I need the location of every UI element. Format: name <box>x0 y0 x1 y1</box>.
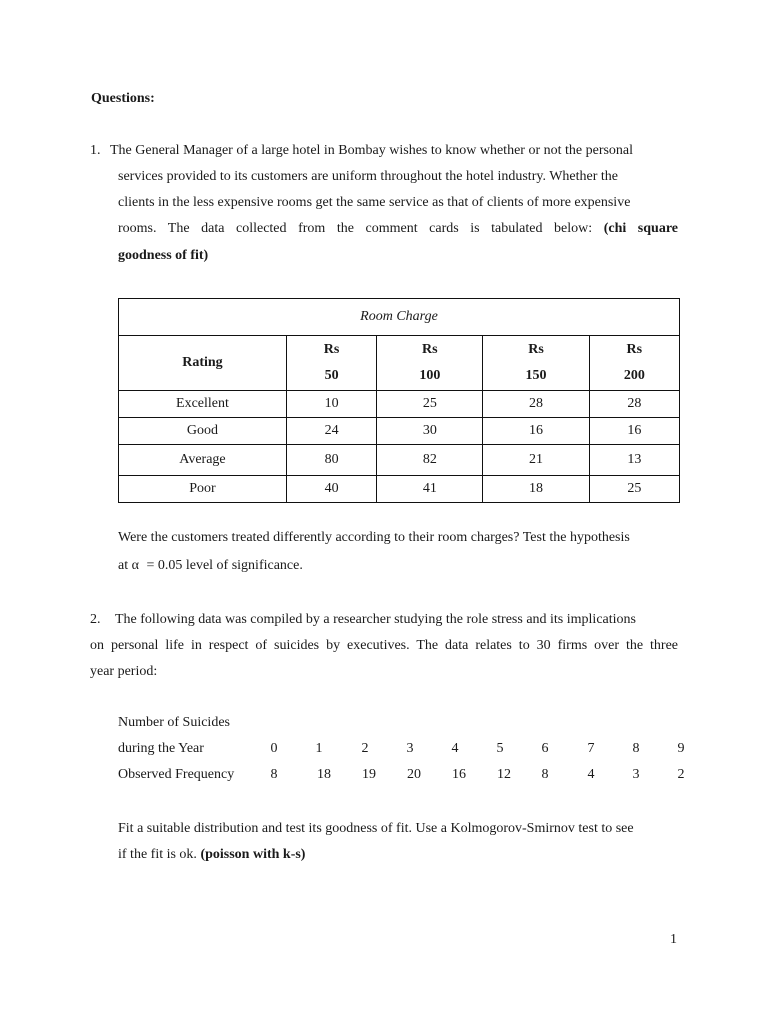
q1-question-line-1: Were the customers treated differently according to their room charges? Test the hypothesis <box>118 530 630 545</box>
frequency-value: 20 <box>407 767 421 782</box>
table-cell: 25 <box>377 391 483 418</box>
table-cell: 24 <box>286 418 376 445</box>
frequency-value: 12 <box>497 767 511 782</box>
suicides-value: 5 <box>496 741 504 756</box>
table-caption: Room Charge <box>119 299 680 336</box>
q1-question-prefix: at <box>118 558 129 573</box>
table-cell: 16 <box>483 418 589 445</box>
q1-line-2: services provided to its customers are uniform throughout the hotel industry. Whether the <box>118 169 618 184</box>
suicides-value: 9 <box>677 741 685 756</box>
col-header-rs100-top: Rs <box>422 342 438 357</box>
suicides-value: 3 <box>406 741 414 756</box>
col-header-rs200-bottom: 200 <box>623 368 645 383</box>
frequency-value: 8 <box>270 767 278 782</box>
frequency-value: 16 <box>452 767 466 782</box>
suicides-value: 1 <box>315 741 323 756</box>
q1-line-3: clients in the less expensive rooms get the same service as that of clients of more expensive <box>118 195 631 210</box>
frequency-value: 8 <box>541 767 549 782</box>
col-header-rs150 <box>483 336 589 391</box>
col-header-rs100-bottom: 100 <box>419 368 441 383</box>
col-header-rs200 <box>589 336 679 391</box>
q1-tag-part1: (chi square <box>603 221 679 236</box>
q2-task-line-2 <box>118 847 305 863</box>
q2-line-3: year period: <box>90 664 158 679</box>
suicides-label-line-2: during the Year <box>118 741 204 756</box>
q1-line-4 <box>118 216 678 242</box>
q1-number: 1. <box>90 143 101 158</box>
table-cell: 80 <box>286 445 376 476</box>
table-cell: 30 <box>377 418 483 445</box>
col-header-rs50-top: Rs <box>323 342 340 357</box>
table-cell: 25 <box>589 476 679 503</box>
col-header-rs100 <box>377 336 483 391</box>
table-row-excellent <box>119 391 680 418</box>
frequency-value: 2 <box>677 767 685 782</box>
q2-number: 2. <box>90 612 101 627</box>
table-row-average <box>119 445 680 476</box>
suicides-value: 8 <box>632 741 640 756</box>
q2-task-tag: (poisson with k-s) <box>200 847 306 862</box>
table-cell: 10 <box>286 391 376 418</box>
frequency-value: 19 <box>362 767 376 782</box>
col-header-rs50-bottom: 50 <box>324 368 339 383</box>
table-cell: 18 <box>483 476 589 503</box>
table-cell: 16 <box>589 418 679 445</box>
table-cell: 82 <box>377 445 483 476</box>
suicides-value: 7 <box>587 741 595 756</box>
q2-task-line-1: Fit a suitable distribution and test its goodness of fit. Use a Kolmogorov-Smirnov test to see <box>118 821 634 836</box>
table-row-poor <box>119 476 680 503</box>
alpha-symbol: α <box>131 558 139 573</box>
suicides-value: 6 <box>541 741 549 756</box>
q1-tag-part2: goodness of fit) <box>118 248 209 263</box>
row-label: Average <box>119 445 287 476</box>
suicides-value: 2 <box>361 741 369 756</box>
table-cell: 28 <box>483 391 589 418</box>
row-label: Good <box>119 418 287 445</box>
q1-line-1: The General Manager of a large hotel in Bombay wishes to know whether or not the personal <box>110 143 634 158</box>
table-cell: 41 <box>377 476 483 503</box>
q1-question-suffix: = 0.05 level of significance. <box>146 558 303 573</box>
table-cell: 21 <box>483 445 589 476</box>
table-cell: 13 <box>589 445 679 476</box>
table-row-good <box>119 418 680 445</box>
col-header-rs150-bottom: 150 <box>525 368 547 383</box>
suicides-label-line-1: Number of Suicides <box>118 715 230 730</box>
q1-line-4-text: rooms. The data collected from the comment cards is tabulated below: <box>118 221 593 236</box>
frequency-value: 3 <box>632 767 640 782</box>
suicides-value: 4 <box>451 741 459 756</box>
frequency-label: Observed Frequency <box>118 767 235 782</box>
table-cell: 28 <box>589 391 679 418</box>
suicides-value: 0 <box>270 741 278 756</box>
q2-task-text: if the fit is ok. <box>118 847 197 862</box>
page-number: 1 <box>670 932 677 947</box>
frequency-value: 4 <box>587 767 595 782</box>
q2-line-1: The following data was compiled by a researcher studying the role stress and its implications <box>115 612 636 627</box>
q1-question-line-2 <box>118 558 303 574</box>
table-cell: 40 <box>286 476 376 503</box>
q2-line-2: on personal life in respect of suicides by executives. The data relates to 30 firms over the three <box>90 638 678 653</box>
col-header-rs50 <box>286 336 376 391</box>
col-header-rs200-top: Rs <box>626 342 643 357</box>
room-charge-table <box>118 298 680 503</box>
questions-heading: Questions: <box>91 91 155 106</box>
row-label: Excellent <box>119 391 287 418</box>
col-header-rs150-top: Rs <box>528 342 544 357</box>
rating-header: Rating <box>119 336 287 391</box>
frequency-value: 18 <box>317 767 331 782</box>
row-label: Poor <box>119 476 287 503</box>
